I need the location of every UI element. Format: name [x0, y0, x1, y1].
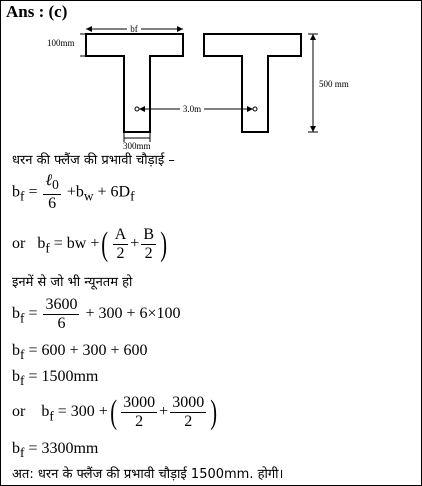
depth-label: 500 mm	[319, 79, 349, 89]
spacing-label: 3.0m	[182, 104, 202, 114]
least-text: इनमें से जो भी न्यूनतम हो	[12, 275, 133, 290]
equation-2: or $b_f$ = bw +( $\frac{A}{2}$ + $\frac{B}{2}$ )	[12, 225, 168, 263]
equation-1: $b_f$ = $\frac{\ell_0}{6}$ $+b_w + 6D_f$	[12, 172, 135, 213]
equation-5: $b_f = 1500mm$	[12, 368, 99, 389]
intro-text: धरन की फ्लैंज की प्रभावी चौड़ाई –	[12, 153, 175, 168]
answer-heading: Ans : (c)	[6, 2, 68, 21]
equation-3: $b_f$ = $\frac{3600}{6}$ + 300 + 6×100	[12, 296, 181, 332]
equation-4: $b_f = 600 + 300 + 600$	[12, 342, 148, 363]
left-t-beam	[86, 34, 183, 132]
equation-7: $b_f = 3300mm$	[12, 440, 99, 461]
flange-depth-label: 100mm	[47, 38, 75, 48]
t-beam-diagram	[0, 20, 422, 150]
equation-6: or $b_f = 300$ +( $\frac{3000}{2}$ + $\frac{3000}{2}$ )	[12, 393, 218, 431]
web-width-label: 300mm	[123, 141, 151, 150]
conclusion-text: अत: धरन के फ्लैंज की प्रभावी चौड़ाई 1500mm. होगी।	[12, 467, 284, 482]
right-t-beam	[204, 34, 301, 132]
bf-label: bf	[130, 24, 138, 34]
bf-arrow-left	[86, 26, 92, 32]
bf-arrow-right	[177, 26, 183, 32]
